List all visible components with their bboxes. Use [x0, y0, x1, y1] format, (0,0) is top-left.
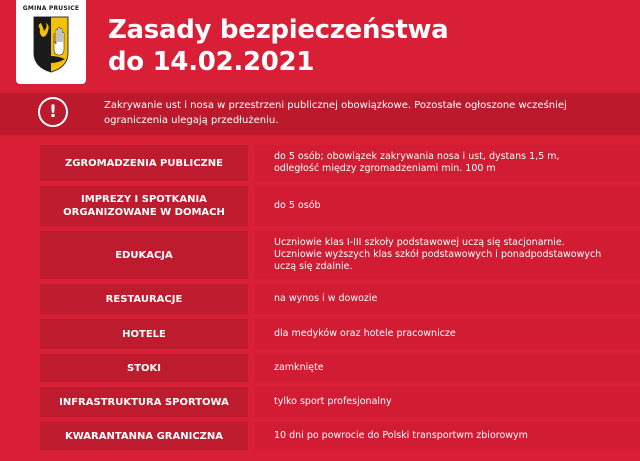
rule-value: zamknięte — [254, 354, 640, 382]
rule-label: HOTELE — [40, 319, 248, 349]
rule-label-line: ORGANIZOWANE W DOMACH — [63, 207, 225, 218]
rule-value-line: odległość między zgromadzeniami min. 100 m — [274, 163, 496, 174]
gmina-logo — [16, 0, 86, 84]
rule-value — [254, 231, 640, 279]
title-line-2: do 14.02.2021 — [108, 47, 315, 77]
rule-value — [254, 145, 640, 181]
notice-banner — [0, 93, 640, 135]
rule-label-line: IMPREZY I SPOTKANIA — [81, 194, 207, 205]
rule-value-line: Uczniowie wyższych klas szkół podstawowych i ponadpodstawowych — [274, 249, 602, 260]
rule-value: dla medyków oraz hotele pracownicze — [254, 319, 640, 349]
notice-line-2: ograniczenia ulegają przedłużeniu. — [104, 115, 279, 126]
rule-label: RESTAURACJE — [40, 284, 248, 314]
rule-value-line: Uczniowie klas I-III szkoły podstawowej uczą się stacjonarnie. — [274, 237, 565, 248]
coat-of-arms-icon — [33, 15, 69, 73]
rule-label: ZGROMADZENIA PUBLICZNE — [40, 145, 248, 181]
rule-label: KWARANTANNA GRANICZNA — [40, 422, 248, 450]
warning-icon: ! — [38, 97, 68, 127]
page-title — [108, 14, 448, 78]
title-line-1: Zasady bezpieczeństwa — [108, 15, 449, 45]
rule-value: 10 dni po powrocie do Polski transportwm zbiorowym — [254, 422, 640, 450]
rule-value: tylko sport profesjonalny — [254, 387, 640, 417]
rule-label: EDUKACJA — [40, 231, 248, 279]
rule-value: do 5 osób — [254, 186, 640, 226]
rule-value-line: do 5 osób; obowiązek zakrywania nosa i ust, dystans 1,5 m, — [274, 151, 560, 162]
rule-label — [40, 186, 248, 226]
rule-value-line: uczą się zdalnie. — [274, 261, 353, 272]
notice-line-1: Zakrywanie ust i nosa w przestrzeni publicznej obowiązkowe. Pozostałe ogłoszone wcześniej — [104, 100, 567, 111]
rule-label: INFRASTRUKTURA SPORTOWA — [40, 387, 248, 417]
notice-text — [104, 98, 634, 128]
rule-label: STOKI — [40, 354, 248, 382]
rule-value: na wynos i w dowozie — [254, 284, 640, 314]
logo-text: GMINA PRUSICE — [22, 5, 80, 12]
